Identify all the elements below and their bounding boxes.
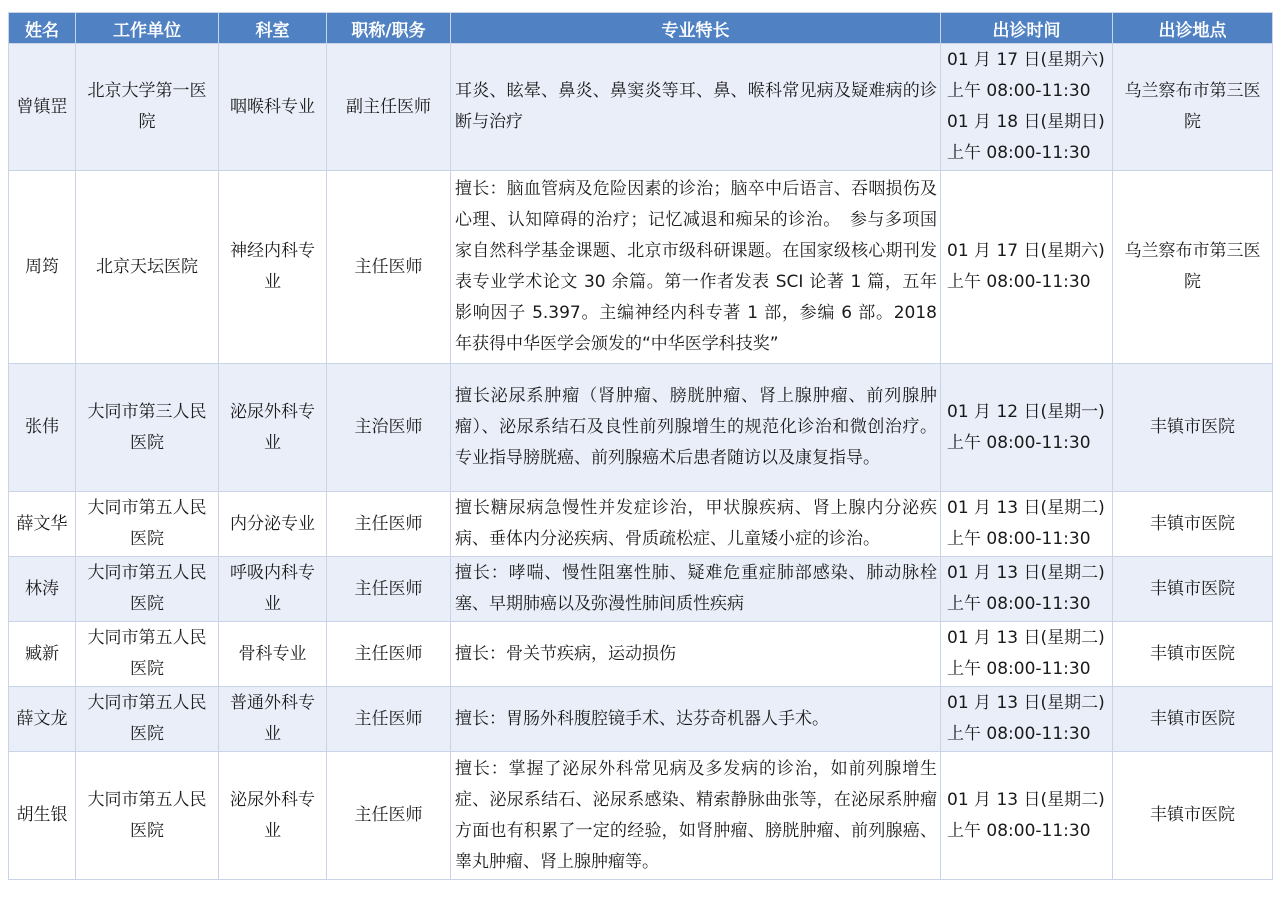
- job-title-cell: 主任医师: [327, 752, 451, 880]
- visit-time-cell: [941, 752, 1113, 880]
- work-unit-cell: 大同市第五人民医院: [76, 492, 219, 557]
- department-cell: 泌尿外科专业: [219, 364, 327, 492]
- job-title-cell: 主任医师: [327, 557, 451, 622]
- job-title-cell: 主任医师: [327, 171, 451, 364]
- work-unit-cell: 北京天坛医院: [76, 171, 219, 364]
- visit-time-line: 上午 08:00-11:30: [947, 81, 1091, 101]
- table-row: [9, 557, 1273, 622]
- visit-time-line: 上午 08:00-11:30: [947, 272, 1091, 292]
- visit-time-line: 01 月 13 日(星期二): [947, 693, 1105, 713]
- visit-time-cell: [941, 622, 1113, 687]
- visit-time-line: 上午 08:00-11:30: [947, 529, 1091, 549]
- doctor-name-cell: 臧新: [9, 622, 76, 687]
- table-row: [9, 171, 1273, 364]
- specialty-cell: 擅长泌尿系肿瘤（肾肿瘤、膀胱肿瘤、肾上腺肿瘤、前列腺肿瘤）、泌尿系结石及良性前列腺增生的规范化诊治和微创治疗。专业指导膀胱癌、前列腺癌术后患者随访以及康复指导。: [451, 364, 941, 492]
- visit-place-cell: 丰镇市医院: [1113, 492, 1273, 557]
- department-cell: 骨科专业: [219, 622, 327, 687]
- visit-time-line: 上午 08:00-11:30: [947, 820, 1091, 841]
- visit-place-cell: 丰镇市医院: [1113, 687, 1273, 752]
- table-row: [9, 492, 1273, 557]
- visit-place-cell: 丰镇市医院: [1113, 364, 1273, 492]
- doctor-name-cell: 薛文龙: [9, 687, 76, 752]
- department-cell: 呼吸内科专业: [219, 557, 327, 622]
- table-row: [9, 752, 1273, 880]
- visit-time-line: 上午 08:00-11:30: [947, 594, 1091, 614]
- visit-time-line: 上午 08:00-11:30: [947, 659, 1091, 679]
- visit-time-cell: [941, 171, 1113, 364]
- department-cell: 普通外科专业: [219, 687, 327, 752]
- work-unit-cell: 大同市第五人民医院: [76, 752, 219, 880]
- table-row: [9, 622, 1273, 687]
- doctor-name-cell: 张伟: [9, 364, 76, 492]
- visit-time-line: 上午 08:00-11:30: [947, 143, 1091, 163]
- specialty-cell: 擅长糖尿病急慢性并发症诊治，甲状腺疾病、肾上腺内分泌疾病、垂体内分泌疾病、骨质疏松症、儿童矮小症的诊治。: [451, 492, 941, 557]
- job-title-cell: 主任医师: [327, 687, 451, 752]
- visit-time-line: 01 月 13 日(星期二): [947, 628, 1105, 648]
- header-specialty: 专业特长: [451, 13, 941, 44]
- visit-place-cell: 丰镇市医院: [1113, 752, 1273, 880]
- header-time: 出诊时间: [941, 13, 1113, 44]
- visit-time-line: 上午 08:00-11:30: [947, 432, 1091, 453]
- doctor-schedule-table: [8, 12, 1273, 880]
- visit-time-line: 上午 08:00-11:30: [947, 724, 1091, 744]
- visit-place-cell: 丰镇市医院: [1113, 622, 1273, 687]
- job-title-cell: 主任医师: [327, 622, 451, 687]
- visit-place-cell: 丰镇市医院: [1113, 557, 1273, 622]
- department-cell: 咽喉科专业: [219, 44, 327, 171]
- visit-time-line: 01 月 12 日(星期一): [947, 401, 1105, 422]
- header-unit: 工作单位: [76, 13, 219, 44]
- header-place: 出诊地点: [1113, 13, 1273, 44]
- visit-time-cell: [941, 492, 1113, 557]
- visit-time-line: 01 月 18 日(星期日): [947, 112, 1105, 132]
- specialty-cell: 擅长：脑血管病及危险因素的诊治；脑卒中后语言、吞咽损伤及心理、认知障碍的治疗；记忆减退和痴呆的诊治。 参与多项国家自然科学基金课题、北京市级科研课题。在国家级核心期刊发表专业学术论文 30 余篇。第一作者发表 SCI 论著 1 篇，五年影响因子 5.397。主编神经内科专著 1 部，参编 6 部。2018 年获得中华医学会颁发的“中华医学科技奖”: [451, 171, 941, 364]
- visit-time-cell: [941, 557, 1113, 622]
- visit-time-line: 01 月 13 日(星期二): [947, 563, 1105, 583]
- work-unit-cell: 大同市第五人民医院: [76, 687, 219, 752]
- department-cell: 泌尿外科专业: [219, 752, 327, 880]
- table-row: [9, 687, 1273, 752]
- specialty-cell: 擅长：掌握了泌尿外科常见病及多发病的诊治，如前列腺增生症、泌尿系结石、泌尿系感染、精索静脉曲张等，在泌尿系肿瘤方面也有积累了一定的经验，如肾肿瘤、膀胱肿瘤、前列腺癌、睾丸肿瘤、肾上腺肿瘤等。: [451, 752, 941, 880]
- work-unit-cell: 大同市第五人民医院: [76, 557, 219, 622]
- department-cell: 神经内科专业: [219, 171, 327, 364]
- header-title: 职称/职务: [327, 13, 451, 44]
- table-row: [9, 364, 1273, 492]
- doctor-name-cell: 林涛: [9, 557, 76, 622]
- job-title-cell: 副主任医师: [327, 44, 451, 171]
- specialty-cell: 擅长：哮喘、慢性阻塞性肺、疑难危重症肺部感染、肺动脉栓塞、早期肺癌以及弥漫性肺间质性疾病: [451, 557, 941, 622]
- department-cell: 内分泌专业: [219, 492, 327, 557]
- header-dept: 科室: [219, 13, 327, 44]
- doctor-name-cell: 曾镇罡: [9, 44, 76, 171]
- specialty-cell: 耳炎、眩晕、鼻炎、鼻窦炎等耳、鼻、喉科常见病及疑难病的诊断与治疗: [451, 44, 941, 171]
- table-row: [9, 44, 1273, 171]
- visit-place-cell: 乌兰察布市第三医院: [1113, 171, 1273, 364]
- visit-place-cell: 乌兰察布市第三医院: [1113, 44, 1273, 171]
- visit-time-cell: [941, 687, 1113, 752]
- specialty-cell: 擅长：胃肠外科腹腔镜手术、达芬奇机器人手术。: [451, 687, 941, 752]
- visit-time-line: 01 月 17 日(星期六): [947, 50, 1105, 70]
- visit-time-line: 01 月 13 日(星期二): [947, 789, 1105, 810]
- header-name: 姓名: [9, 13, 76, 44]
- doctor-name-cell: 薛文华: [9, 492, 76, 557]
- visit-time-line: 01 月 13 日(星期二): [947, 498, 1105, 518]
- work-unit-cell: 北京大学第一医院: [76, 44, 219, 171]
- header-row: [9, 13, 1273, 44]
- visit-time-cell: [941, 364, 1113, 492]
- job-title-cell: 主任医师: [327, 492, 451, 557]
- job-title-cell: 主治医师: [327, 364, 451, 492]
- doctor-name-cell: 胡生银: [9, 752, 76, 880]
- doctor-name-cell: 周筠: [9, 171, 76, 364]
- work-unit-cell: 大同市第三人民医院: [76, 364, 219, 492]
- schedule-sheet: [8, 12, 1272, 880]
- visit-time-cell: [941, 44, 1113, 171]
- work-unit-cell: 大同市第五人民医院: [76, 622, 219, 687]
- visit-time-line: 01 月 17 日(星期六): [947, 241, 1105, 261]
- specialty-cell: 擅长：骨关节疾病，运动损伤: [451, 622, 941, 687]
